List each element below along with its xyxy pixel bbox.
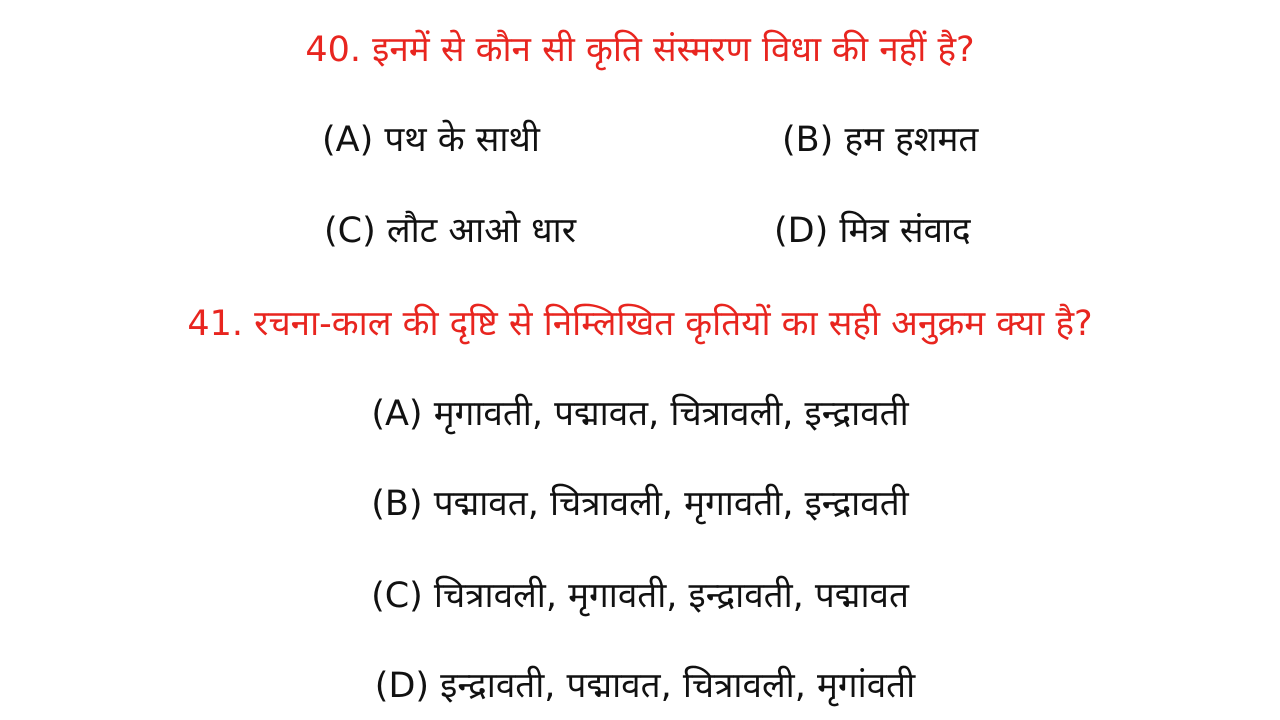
- question-40-option-d: (D) मित्र संवाद: [774, 211, 971, 251]
- question-40-title: 40. इनमें से कौन सी कृति संस्मरण विधा की नहीं है?: [305, 30, 975, 70]
- question-40-option-a: (A) पथ के साथी: [322, 120, 540, 160]
- question-41-option-a: (A) मृगावती, पद्मावत, चित्रावली, इन्द्रावती: [371, 394, 909, 434]
- question-41-option-d: (D) इन्द्रावती, पद्मावत, चित्रावली, मृगांवती: [374, 666, 916, 706]
- question-41-title: 41. रचना-काल की दृष्टि से निम्लिखित कृतियों का सही अनुक्रम क्या है?: [187, 304, 1093, 344]
- question-40-option-b: (B) हम हशमत: [782, 120, 979, 160]
- question-41-option-b: (B) पद्मावत, चित्रावली, मृगावती, इन्द्रावती: [371, 484, 909, 524]
- question-41-option-c: (C) चित्रावली, मृगावती, इन्द्रावती, पद्मावत: [371, 576, 909, 616]
- question-40-option-c: (C) लौट आओ धार: [324, 211, 577, 251]
